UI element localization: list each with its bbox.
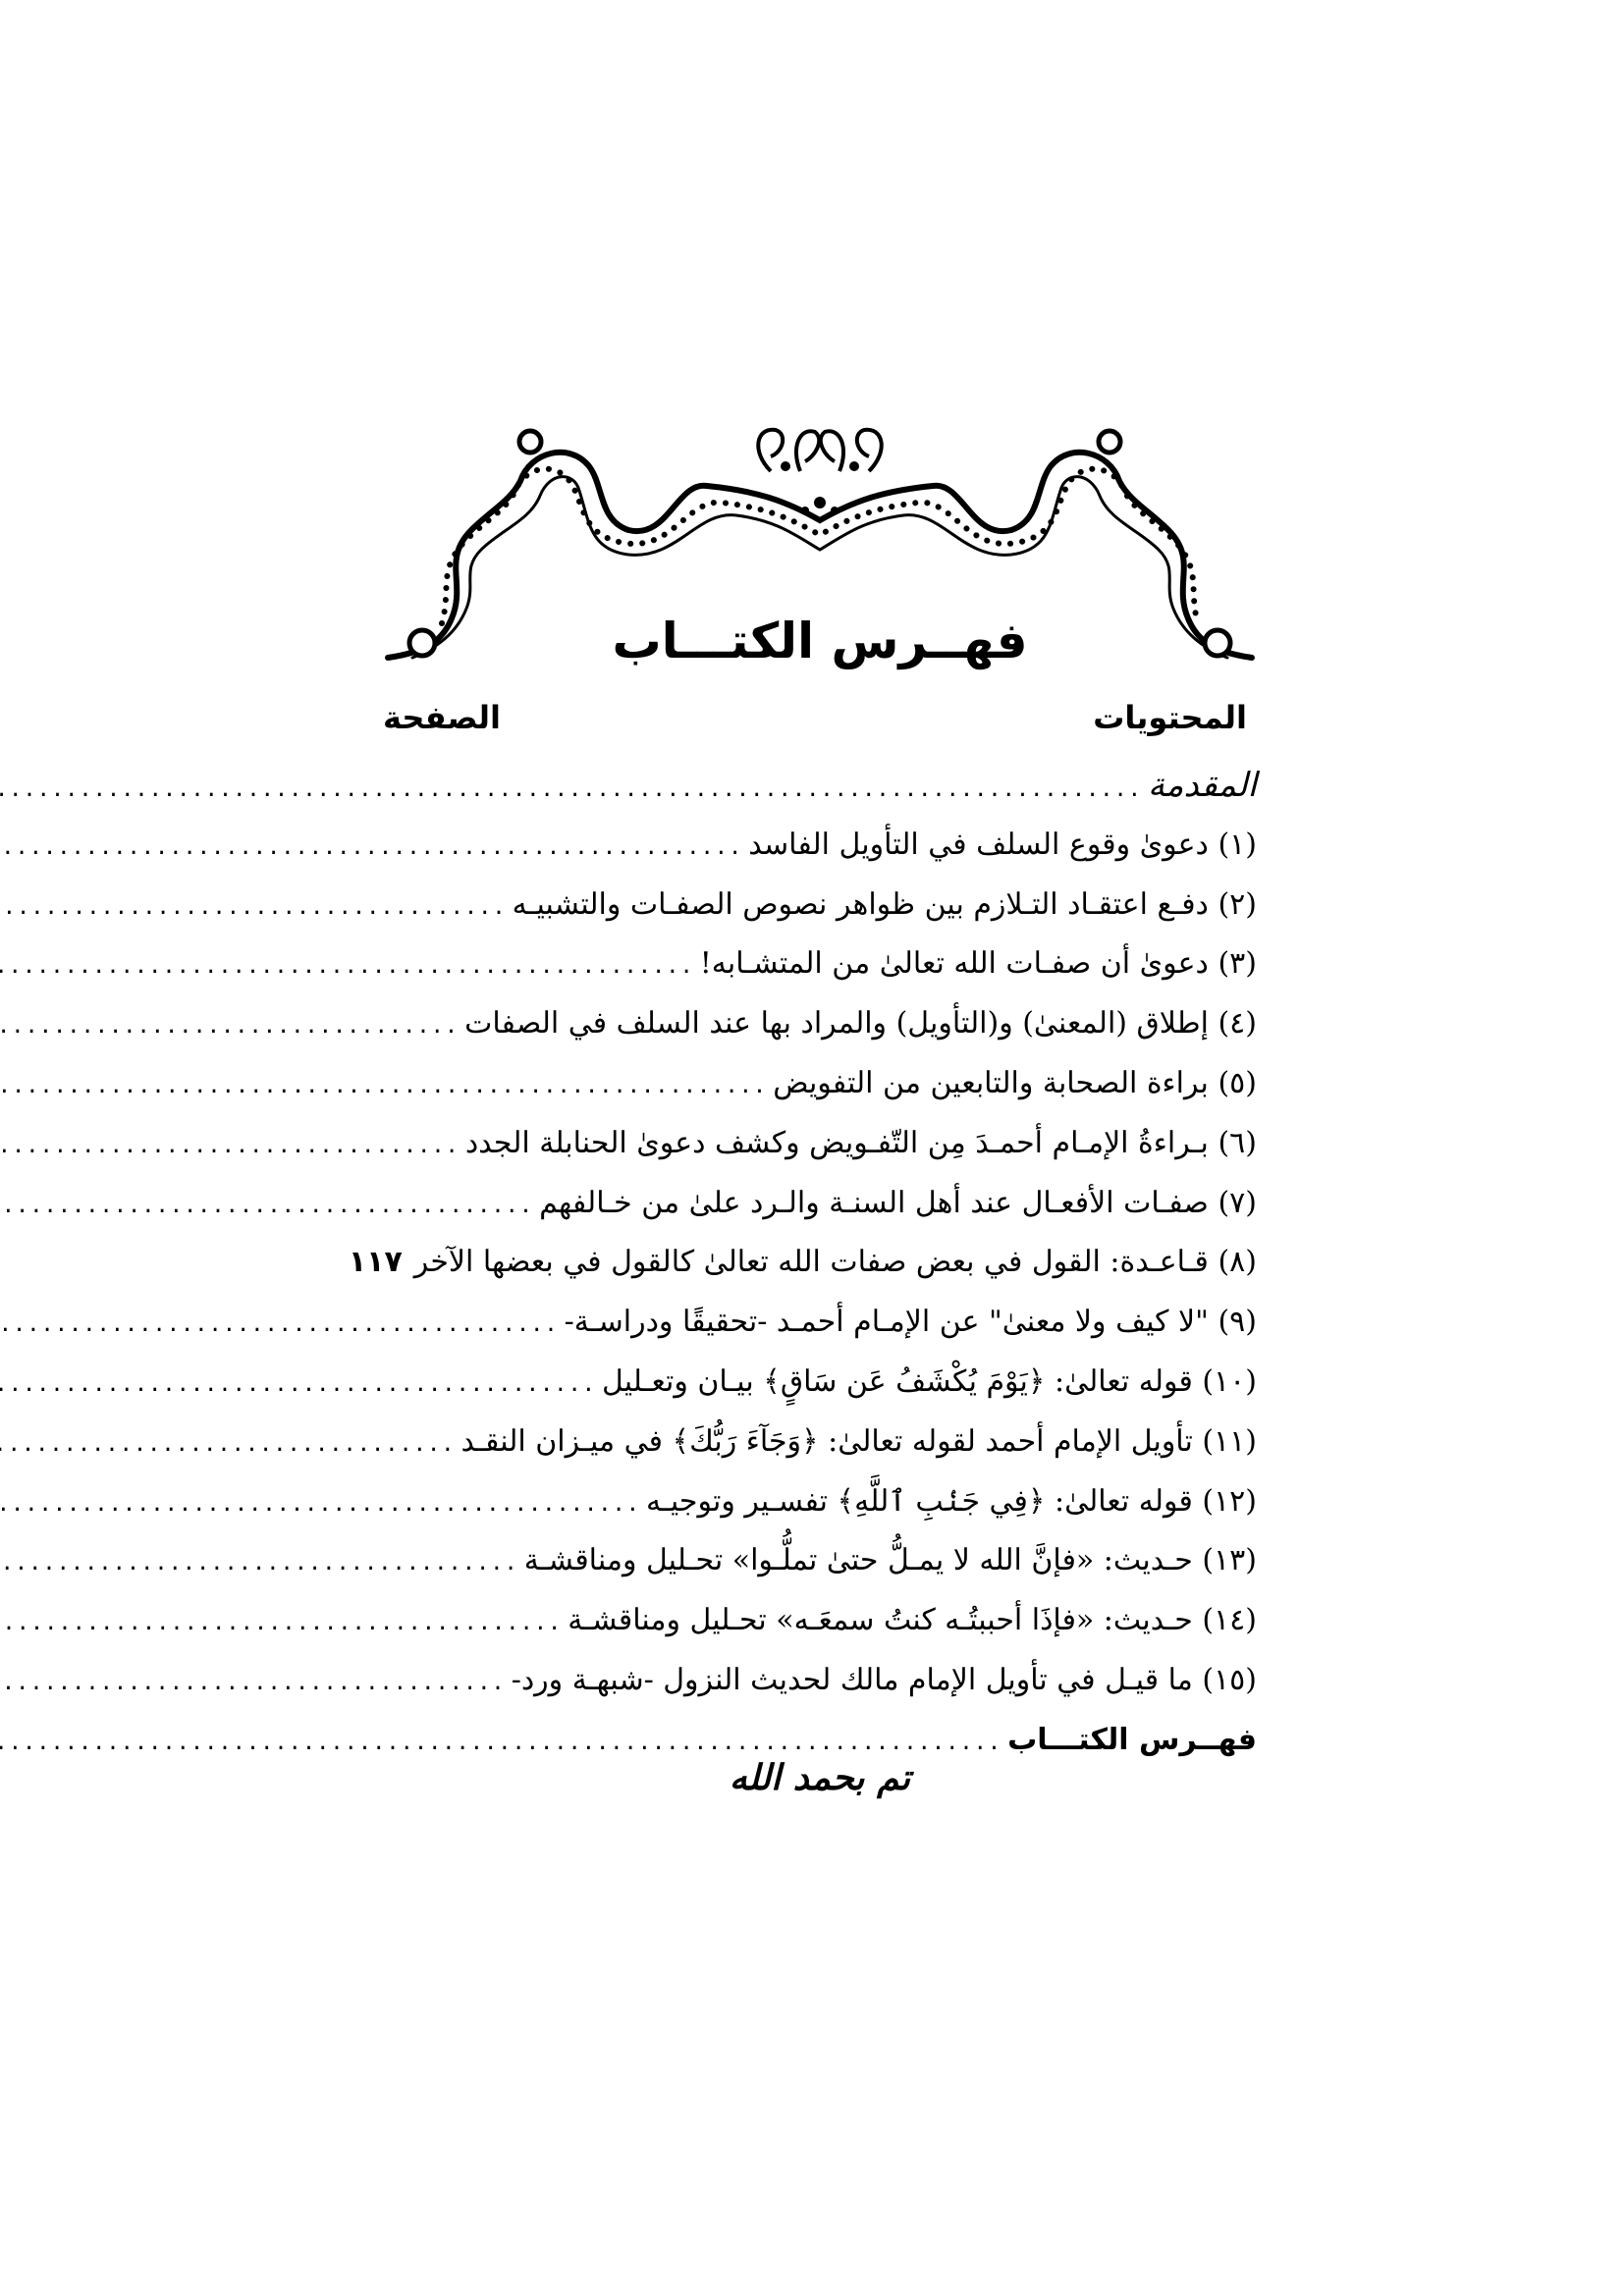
toc-entry-text: (١٠) قوله تعالىٰ: ﴿يَوْمَ يُكْشَفُ عَن سَاقٍ﴾ بيـان وتعـليل	[602, 1363, 1257, 1399]
toc-entry	[383, 934, 1257, 994]
toc-entry	[383, 756, 1257, 816]
toc-entry-text: المقدمة	[1148, 766, 1257, 805]
toc-entry-text: (٦) بـراءةُ الإمـام أحمـدَ مِن التّفـويض وكشف دعوىٰ الحنابلة الجدد	[464, 1125, 1257, 1160]
toc-entry	[383, 1531, 1257, 1591]
page-column-label: الصفحة	[383, 699, 502, 736]
dot-leader	[0, 1057, 767, 1116]
closing-phrase: تم بحمد الله	[729, 1757, 911, 1798]
dot-leader	[0, 1594, 562, 1653]
dot-leader	[0, 937, 694, 996]
toc-entry-text: (٣) دعوىٰ أن صفـات الله تعالىٰ من المتشـابه!	[699, 946, 1257, 982]
dot-leader	[0, 1296, 559, 1355]
dot-leader	[0, 819, 742, 878]
toc-entry-text: (٧) صفـات الأفعـال عند أهل السنـة والـرد علىٰ من خـالفهم	[539, 1185, 1257, 1220]
table-of-contents	[348, 756, 1257, 1771]
toc-entry	[383, 1651, 1257, 1711]
toc-entry	[383, 994, 1257, 1054]
toc-entry	[383, 1472, 1257, 1532]
toc-entry-text: (٨) قـاعـدة: القول في بعض صفات الله تعالىٰ كالقول في بعضها الآخر	[413, 1245, 1257, 1280]
toc-entry	[383, 1114, 1257, 1174]
page-title: فهــرس الكتـــاب	[612, 613, 1028, 669]
toc-entry	[383, 1174, 1257, 1234]
toc-entry-text: (١٣) حـديث: «فإنَّ الله لا يمـلُّ حتىٰ تملُّـوا» تحـليل ومناقشـة	[523, 1543, 1257, 1578]
contents-column-label: المحتويات	[1093, 699, 1247, 736]
toc-entry	[383, 1353, 1257, 1413]
dot-leader	[0, 997, 459, 1056]
toc-entry	[383, 1054, 1257, 1114]
toc-entry-text: (١) دعوىٰ وقوع السلف في التأويل الفاسد	[748, 827, 1257, 862]
toc-entry-text: (٤) إطلاق (المعنىٰ) و(التأويل) والمراد بها عند السلف في الصفات	[464, 1006, 1257, 1041]
toc-entry	[383, 876, 1257, 935]
toc-entry-page: ١١٧	[348, 1245, 403, 1280]
toc-entry-text: (٢) دفـع اعتقـاد التـلازم بين ظواهر نصوص الصفـات والتشبيـه	[512, 886, 1257, 922]
toc-entry-text: (١١) تأويل الإمام أحمد لقوله تعالىٰ: ﴿وَجَآءَ رَبُّكَ﴾ في ميـزان النقـد	[460, 1423, 1257, 1459]
dot-leader	[0, 1654, 506, 1713]
dot-leader	[0, 1356, 596, 1415]
dot-leader	[0, 761, 1142, 820]
toc-entry	[383, 1293, 1257, 1353]
dot-leader	[0, 879, 507, 937]
dot-leader	[0, 1177, 533, 1236]
toc-entry	[383, 1413, 1257, 1472]
dot-leader	[0, 1117, 460, 1176]
column-headers	[383, 699, 1257, 748]
dot-leader	[0, 1415, 456, 1474]
toc-entry-text: (١٥) ما قيـل في تأويل الإمام مالك لحديث النزول -شبهـة ورد-	[511, 1662, 1257, 1697]
toc-entry	[383, 1591, 1257, 1651]
dot-leader	[0, 1534, 518, 1593]
toc-entry-text: (٩) "لا كيف ولا معنىٰ" عن الإمـام أحمـد -تحقيقًا ودراسـة-	[564, 1305, 1257, 1340]
toc-entry-text: (٥) براءة الصحابة والتابعين من التفويض	[773, 1065, 1257, 1100]
toc-entry-text: (١٢) قوله تعالىٰ: ﴿فِي جَنۢبِ ٱللَّهِ﴾ تفسـير وتوجيـه	[646, 1483, 1257, 1519]
dot-leader	[0, 1475, 640, 1534]
toc-entry	[383, 816, 1257, 876]
toc-entry	[348, 1233, 1257, 1293]
toc-entry-text: فهــرس الكتـــاب	[1007, 1722, 1257, 1757]
toc-entry-text: (١٤) حـديث: «فإذَا أحببتُـه كنتُ سمعَـه» تحـليل ومناقشـة	[568, 1603, 1257, 1638]
